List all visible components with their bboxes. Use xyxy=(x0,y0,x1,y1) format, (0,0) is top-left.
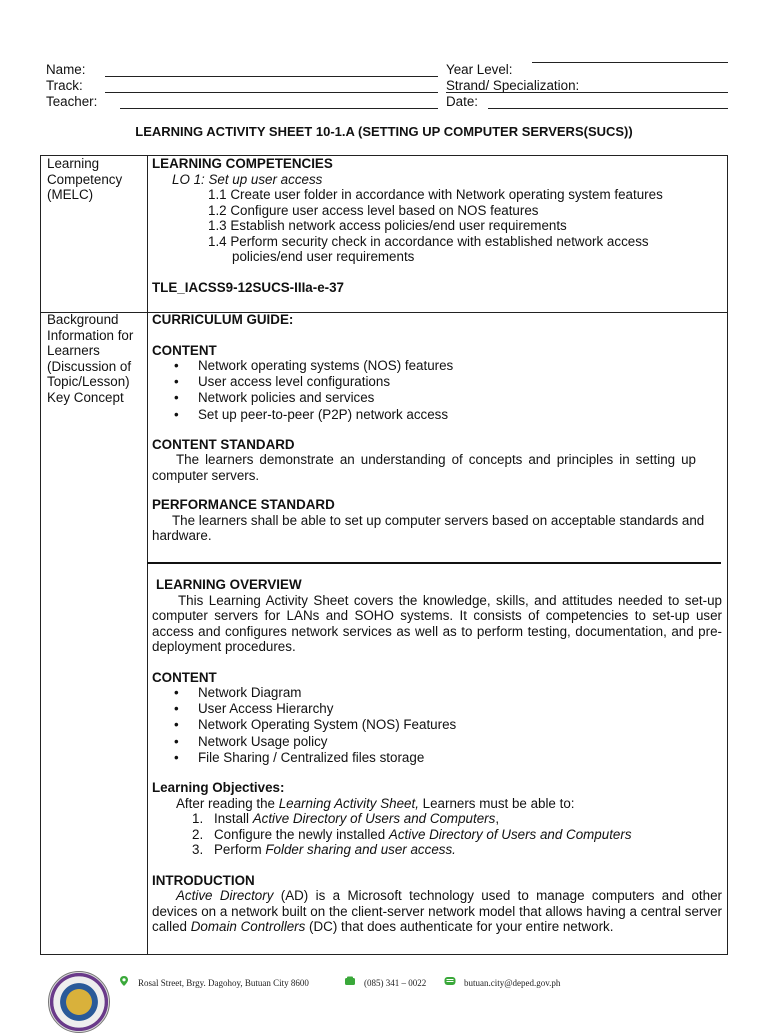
list-item: • Set up peer-to-peer (P2P) network access xyxy=(152,407,722,423)
list-item: • Network operating systems (NOS) features xyxy=(152,358,722,374)
name-label: Name: xyxy=(46,62,86,77)
date-label: Date: xyxy=(446,94,479,109)
date-field[interactable] xyxy=(488,108,728,109)
objective-item xyxy=(152,842,722,858)
column-divider xyxy=(147,156,148,954)
melc-line: Competency xyxy=(47,171,123,187)
objective-text: Perform xyxy=(214,842,266,858)
competency-code: TLE_IACSS9-12SUCS-IIIa-e-37 xyxy=(152,279,344,295)
competency-item: 1.3 Establish network access policies/end user requirements xyxy=(208,218,567,233)
objective-text: , xyxy=(495,811,500,827)
intro-text: (DC) that does authenticate for your entire network. xyxy=(305,919,614,935)
track-label: Track: xyxy=(46,78,83,93)
phone-icon xyxy=(344,975,356,987)
objective-text: Install xyxy=(214,811,253,827)
background-line: Learners xyxy=(47,343,100,358)
background-line: Information for xyxy=(47,327,134,343)
year-level-label: Year Level: xyxy=(446,62,513,77)
page-title: LEARNING ACTIVITY SHEET 10-1.A (SETTING UP COMPUTER SERVERS(SUCS)) xyxy=(135,124,633,139)
overview-heading: LEARNING OVERVIEW xyxy=(156,577,302,592)
content-standard-text: The learners demonstrate an understanding of concepts and principles in setting up computer servers. xyxy=(152,452,696,483)
page-footer xyxy=(40,975,740,1025)
overview-text: This Learning Activity Sheet covers the knowledge, skills, and attitudes needed to set-up computer servers for LANs and SOHO systems. It consists of competencies to set-up user access and configures network services as well as to perform testing, documentation, and pre-deployment procedures. xyxy=(152,592,722,654)
curriculum-section xyxy=(152,312,722,544)
intro-text: (AD) is a Microsoft technology used to manage computers and other devices on a network built on the client-server network model that allows having a central server called xyxy=(152,888,722,935)
objective-item xyxy=(152,811,722,827)
competency-item: 1.2 Configure user access level based on NOS features xyxy=(208,202,539,218)
list-item: • Network Usage policy xyxy=(152,734,722,750)
email-icon xyxy=(444,975,456,987)
list-item: • Network policies and services xyxy=(152,390,722,406)
list-item: • User access level configurations xyxy=(152,374,722,390)
objectives-intro-text: Learners must be able to: xyxy=(418,795,575,811)
strand-field[interactable] xyxy=(446,92,728,93)
teacher-label: Teacher: xyxy=(46,94,98,109)
objective-emphasis: Folder sharing and user access. xyxy=(265,842,456,858)
overview-section xyxy=(152,577,722,935)
intro-emphasis: Active Directory xyxy=(176,888,274,904)
name-field[interactable] xyxy=(105,76,438,77)
year-level-field[interactable] xyxy=(532,62,728,63)
curriculum-heading: CURRICULUM GUIDE: xyxy=(152,312,294,327)
content-heading: CONTENT xyxy=(152,342,217,358)
objective-text: Configure the newly installed xyxy=(214,826,389,842)
objective-number: 1. xyxy=(192,811,204,827)
track-field[interactable] xyxy=(105,92,438,93)
strand-label: Strand/ Specialization: xyxy=(446,78,580,93)
objectives-intro-emphasis: Learning Activity Sheet, xyxy=(278,795,419,811)
objectives-intro-text: After reading the xyxy=(176,795,279,811)
introduction-text xyxy=(152,888,722,935)
background-line: Topic/Lesson) xyxy=(47,374,130,389)
competency-item: 1.1 Create user folder in accordance with Network operating system features xyxy=(208,187,663,202)
footer-email: butuan.city@deped.gov.ph xyxy=(464,978,561,988)
objective-number: 3. xyxy=(192,842,204,858)
performance-standard-text: The learners shall be able to set up computer servers based on acceptable standards and hardware. xyxy=(152,512,705,544)
introduction-heading: INTRODUCTION xyxy=(152,872,255,888)
list-item: • User Access Hierarchy xyxy=(152,701,722,717)
location-pin-icon xyxy=(118,975,130,987)
competency-item: 1.4 Perform security check in accordance with established network access xyxy=(208,233,649,249)
background-line: (Discussion of xyxy=(47,358,132,374)
background-line: Background xyxy=(47,312,119,327)
content-standard-heading: CONTENT STANDARD xyxy=(152,436,295,452)
activity-table xyxy=(40,155,728,955)
objectives-heading: Learning Objectives: xyxy=(152,780,285,796)
list-item: • Network Diagram xyxy=(152,685,722,701)
section-separator xyxy=(147,562,721,564)
objectives-intro xyxy=(152,796,722,812)
background-line: Key Concept xyxy=(47,389,124,405)
list-item: • File Sharing / Centralized files storage xyxy=(152,750,722,766)
melc-line: Learning xyxy=(47,156,100,171)
lo-heading: LO 1: Set up user access xyxy=(172,171,323,187)
teacher-field[interactable] xyxy=(120,108,438,109)
objective-emphasis: Active Directory of Users and Computers xyxy=(252,811,496,827)
objective-number: 2. xyxy=(192,826,204,842)
competencies-section xyxy=(152,156,722,295)
objective-item xyxy=(152,827,722,843)
competencies-heading: LEARNING COMPETENCIES xyxy=(152,156,333,171)
list-item: • Network Operating System (NOS) Features xyxy=(152,717,722,733)
objective-emphasis: Active Directory of Users and Computers xyxy=(388,826,632,842)
performance-standard-heading: PERFORMANCE STANDARD xyxy=(152,497,335,513)
content-heading-2: CONTENT xyxy=(152,669,217,685)
intro-emphasis: Domain Controllers xyxy=(190,919,306,935)
melc-line: (MELC) xyxy=(47,187,94,202)
footer-phone: (085) 341 – 0022 xyxy=(364,978,427,988)
footer-address: Rosal Street, Brgy. Dagohoy, Butuan City 8600 xyxy=(138,978,309,988)
competency-item-continuation: policies/end user requirements xyxy=(232,249,415,264)
